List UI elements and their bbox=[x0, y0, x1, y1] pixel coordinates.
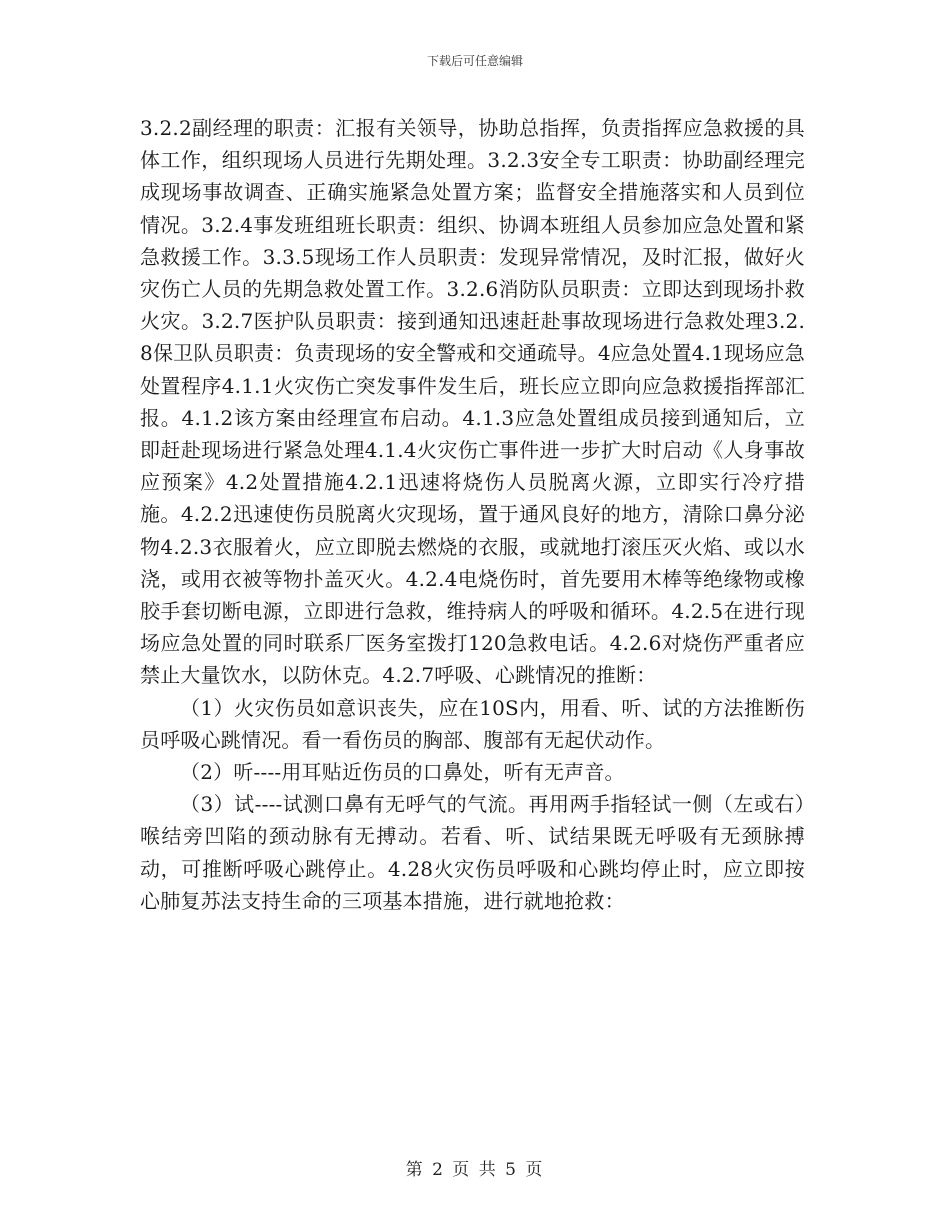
document-body bbox=[140, 112, 805, 917]
paragraph-step-2-listen: （2）听----用耳贴近伤员的口鼻处，听有无声音。 bbox=[180, 760, 625, 785]
paragraph-step-3-test: （3）试----试测口鼻有无呼气的气流。再用两手指轻试一侧（左或右）喉结旁凹陷的颈动脉有无搏动。若看、听、试结果既无呼吸有无颈脉搏动，可推断呼吸心跳停止。4.28火灾伤员呼吸和心跳均停止时，应立即按心肺复苏法支持生命的三项基本措施，进行就地抢救： bbox=[140, 792, 805, 913]
paragraph-responsibilities-and-procedures: 3.2.2副经理的职责：汇报有关领导，协助总指挥，负责指挥应急救援的具体工作，组织现场人员进行先期处理。3.2.3安全专工职责：协助副经理完成现场事故调查、正确实施紧急处置方案；监督安全措施落实和人员到位情况。3.2.4事发班组班长职责：组织、协调本班组人员参加应急处置和紧急救援工作。3.3.5现场工作人员职责：发现异常情况，及时汇报，做好火灾伤亡人员的先期急救处置工作。3.2.6消防队员职责：立即达到现场扑救火灾。3.2.7医护队员职责：接到通知迅速赶赴事故现场进行急救处理3.2.8保卫队员职责：负责现场的安全警戒和交通疏导。4应急处置4.1现场应急处置程序4.1.1火灾伤亡突发事件发生后，班长应立即向应急救援指挥部汇报。4.1.2该方案由经理宣布启动。4.1.3应急处置组成员接到通知后，立即赶赴现场进行紧急处理4.1.4火灾伤亡事件进一步扩大时启动《人身事故应预案》4.2处置措施4.2.1迅速将烧伤人员脱离火源，立即实行冷疗措施。4.2.2迅速使伤员脱离火灾现场，置于通风良好的地方，清除口鼻分泌物4.2.3衣服着火，应立即脱去燃烧的衣服，或就地打滚压灭火焰、或以水浇，或用衣被等物扑盖灭火。4.2.4电烧伤时，首先要用木棒等绝缘物或橡胶手套切断电源，立即进行急救，维持病人的呼吸和循环。4.2.5在进行现场应急处置的同时联系厂医务室拨打120急救电话。4.2.6对烧伤严重者应禁止大量饮水，以防休克。4.2.7呼吸、心跳情况的推断： bbox=[140, 116, 805, 688]
page-number-footer: 第 2 页 共 5 页 bbox=[405, 1160, 545, 1180]
page-header: 下载后可任意编辑 bbox=[426, 54, 523, 68]
paragraph-step-1-look: （1）火灾伤员如意识丧失，应在10S内，用看、听、试的方法推断伤员呼吸心跳情况。看一看伤员的胸部、腹部有无起伏动作。 bbox=[140, 695, 805, 752]
